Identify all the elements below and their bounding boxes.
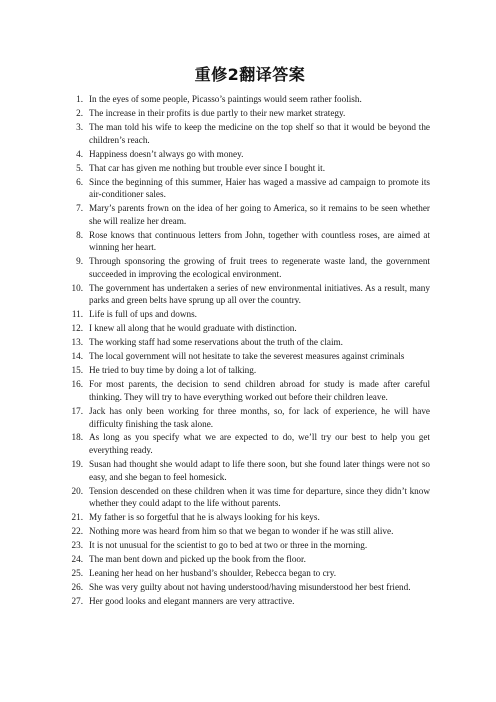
answer-number: 13. xyxy=(71,337,83,348)
answer-text: The man told his wife to keep the medicine on the top shelf so that it would be beyond the children’s reach. xyxy=(89,121,430,145)
answer-number: 27. xyxy=(71,596,83,607)
answer-text: The local government will not hesitate to take the severest measures against criminals xyxy=(89,351,405,362)
answer-number: 16. xyxy=(71,379,83,390)
answer-number: 7. xyxy=(76,203,83,214)
answer-text: He tried to buy time by doing a lot of talking. xyxy=(89,365,257,376)
answer-text: The government has undertaken a series of new environmental initiatives. As a result, many parks and green belts have sprung up all over the country. xyxy=(89,282,430,306)
answer-item xyxy=(70,553,430,566)
answer-item xyxy=(70,539,430,552)
answer-item xyxy=(70,485,430,510)
answer-text: That car has given me nothing but trouble ever since I bought it. xyxy=(89,162,326,173)
answer-item xyxy=(70,229,430,254)
answer-text: The man bent down and picked up the book from the floor. xyxy=(89,554,306,565)
answer-number: 23. xyxy=(71,540,83,551)
answer-text: Since the beginning of this summer, Haier has waged a massive ad campaign to promote its air-conditioner sales. xyxy=(89,176,430,200)
answer-text: Her good looks and elegant manners are very attractive. xyxy=(89,596,295,607)
answer-number: 19. xyxy=(71,459,83,470)
answer-item xyxy=(70,378,430,403)
answer-item xyxy=(70,350,430,363)
answer-number: 21. xyxy=(71,512,83,523)
answer-number: 9. xyxy=(76,256,83,267)
answer-text: The increase in their profits is due partly to their new market strategy. xyxy=(89,107,346,118)
answer-number: 6. xyxy=(76,176,83,187)
answer-number: 25. xyxy=(71,568,83,579)
answer-text: As long as you specify what we are expected to do, we’ll try our best to help you get everything ready. xyxy=(89,432,430,456)
answer-number: 20. xyxy=(71,485,83,496)
answer-number: 24. xyxy=(71,554,83,565)
answer-item xyxy=(70,162,430,175)
answer-item xyxy=(70,405,430,430)
answer-text: The working staff had some reservations about the truth of the claim. xyxy=(89,337,343,348)
answer-text: Rose knows that continuous letters from John, together with countless roses, are aimed at winning her heart. xyxy=(89,229,430,253)
answer-item xyxy=(70,282,430,307)
answer-text: Jack has only been working for three months, so, for lack of experience, he will have difficulty finishing the task alone. xyxy=(89,405,430,429)
answer-item xyxy=(70,567,430,580)
answer-item xyxy=(70,364,430,377)
answer-text: She was very guilty about not having understood/having misunderstood her best friend. xyxy=(89,582,411,593)
answer-item xyxy=(70,431,430,456)
answer-item xyxy=(70,176,430,201)
answer-item xyxy=(70,458,430,483)
answer-item xyxy=(70,336,430,349)
answer-text: Life is full of ups and downs. xyxy=(89,309,197,320)
answer-number: 14. xyxy=(71,351,83,362)
answer-item xyxy=(70,511,430,524)
answer-text: Leaning her head on her husband’s shoulder, Rebecca began to cry. xyxy=(89,568,337,579)
answer-item xyxy=(70,93,430,106)
answer-text: I knew all along that he would graduate with distinction. xyxy=(89,323,297,334)
answer-item xyxy=(70,255,430,280)
answer-text: Through sponsoring the growing of fruit trees to regenerate waste land, the government succeeded in improving the ecological environment. xyxy=(89,256,430,279)
answer-text: It is not unusual for the scientist to go to bed at two or three in the morning. xyxy=(89,540,368,551)
answer-number: 26. xyxy=(71,582,83,593)
answer-item xyxy=(70,322,430,335)
answer-number: 8. xyxy=(76,229,83,240)
answer-number: 17. xyxy=(71,405,83,416)
answer-number: 18. xyxy=(71,432,83,443)
answer-item xyxy=(70,148,430,161)
answer-number: 1. xyxy=(76,94,83,104)
answer-item xyxy=(70,308,430,321)
answer-item xyxy=(70,581,430,594)
answer-text: Tension descended on these children when it was time for departure, since they didn’t know whether they could adapt to the life without parents. xyxy=(89,485,430,509)
answer-number: 11. xyxy=(71,309,83,320)
answer-item xyxy=(70,595,430,608)
answer-number: 12. xyxy=(71,323,83,334)
answer-number: 2. xyxy=(76,107,83,118)
answer-number: 10. xyxy=(71,282,83,293)
answer-item xyxy=(70,202,430,227)
answer-item xyxy=(70,121,430,146)
answer-text: Mary’s parents frown on the idea of her going to America, so it remains to be seen whether she will realize her dream. xyxy=(89,203,430,226)
answer-number: 5. xyxy=(76,162,83,173)
answer-text: My father is so forgetful that he is always looking for his keys. xyxy=(89,512,320,523)
document-title: 重修2翻译答案 xyxy=(194,65,306,84)
answer-text: For most parents, the decision to send children abroad for study is made after careful thinking. They will try to have everything worked out before their children leave. xyxy=(89,379,430,402)
answer-text: Susan had thought she would adapt to life there soon, but she found later things were not so easy, and she began to feel homesick. xyxy=(89,459,430,482)
answer-number: 3. xyxy=(76,121,83,132)
answer-number: 4. xyxy=(76,148,83,159)
answer-text: Nothing more was heard from him so that we began to wonder if he was still alive. xyxy=(89,526,394,537)
answer-item xyxy=(70,107,430,120)
answer-number: 15. xyxy=(71,365,83,376)
answer-item xyxy=(70,525,430,538)
answer-text: Happiness doesn’t always go with money. xyxy=(89,148,244,159)
answer-number: 22. xyxy=(71,526,83,537)
answer-list xyxy=(70,93,430,608)
answer-text: In the eyes of some people, Picasso’s paintings would seem rather foolish. xyxy=(89,94,362,104)
